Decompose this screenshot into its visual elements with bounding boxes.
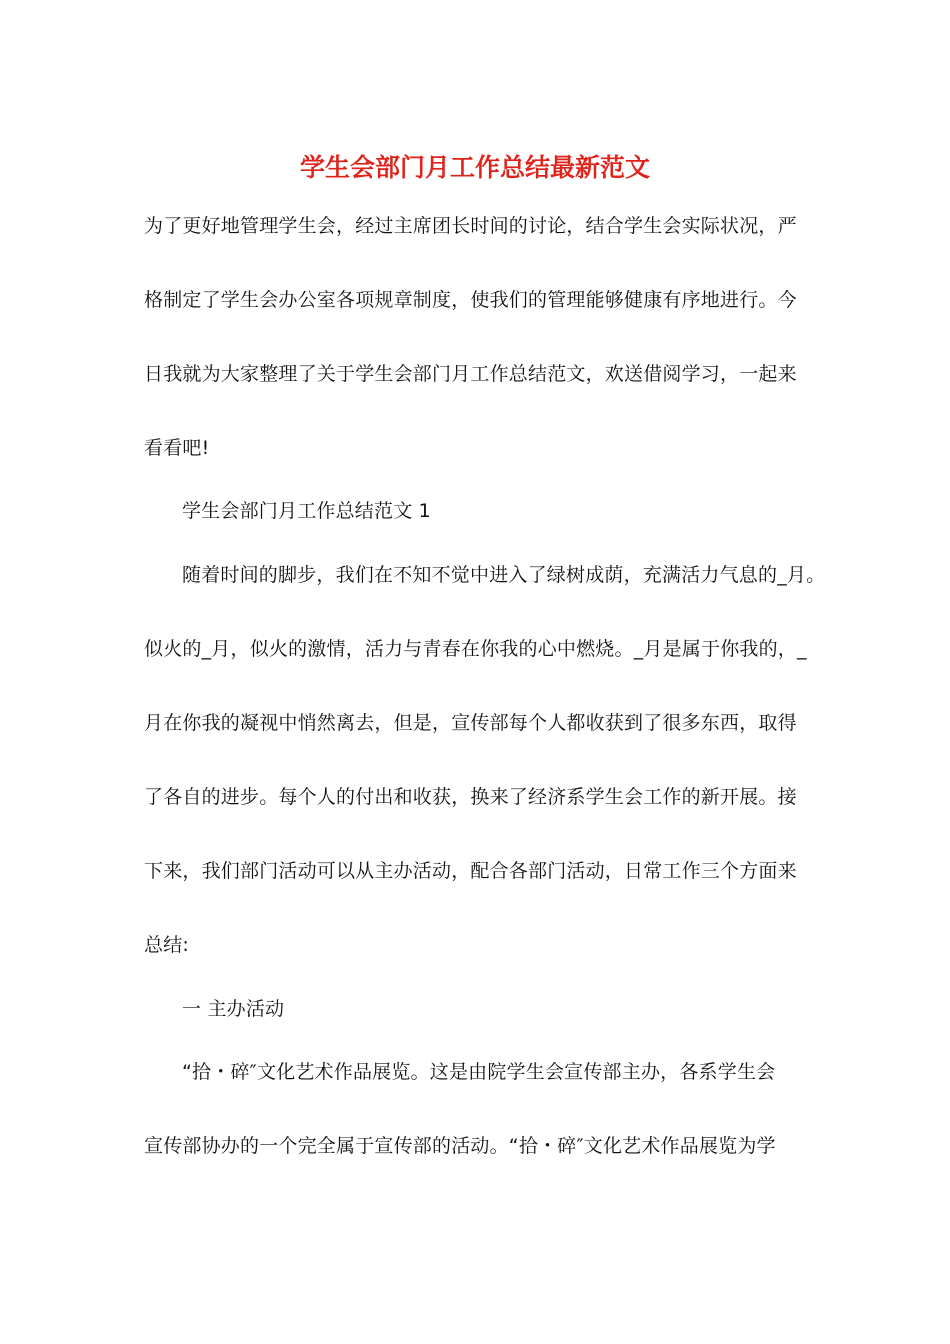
- paragraph-line: 了各自的进步。每个人的付出和收获，换来了经济系学生会工作的新开展。接: [144, 786, 797, 808]
- paragraph-line: 为了更好地管理学生会，经过主席团长时间的讨论，结合学生会实际状况，严: [144, 215, 797, 237]
- paragraph-line: 总结:: [144, 934, 190, 956]
- subsection-heading: 一 主办活动: [182, 998, 285, 1020]
- paragraph-line: 看看吧!: [144, 437, 210, 459]
- paragraph-line: 格制定了学生会办公室各项规章制度，使我们的管理能够健康有序地进行。今: [144, 289, 797, 311]
- paragraph-line: “拾・碎″文化艺术作品展览。这是由院学生会宣传部主办，各系学生会: [182, 1061, 776, 1083]
- paragraph-line: 随着时间的脚步，我们在不知不觉中进入了绿树成荫，充满活力气息的_月。: [182, 564, 826, 586]
- paragraph-line: 下来，我们部门活动可以从主办活动，配合各部门活动，日常工作三个方面来: [144, 860, 797, 882]
- paragraph-line: 似火的_月，似火的激情，活力与青春在你我的心中燃烧。_月是属于你我的，_: [144, 638, 807, 660]
- paragraph-line: 宣传部协办的一个完全属于宣传部的活动。“拾・碎″文化艺术作品展览为学: [144, 1135, 776, 1157]
- paragraph-line: 日我就为大家整理了关于学生会部门月工作总结范文，欢送借阅学习，一起来: [144, 363, 797, 385]
- paragraph-line: 月在你我的凝视中悄然离去，但是，宣传部每个人都收获到了很多东西，取得: [144, 712, 797, 734]
- section-heading: 学生会部门月工作总结范文 1: [182, 500, 431, 522]
- document-title: 学生会部门月工作总结最新范文: [299, 153, 650, 182]
